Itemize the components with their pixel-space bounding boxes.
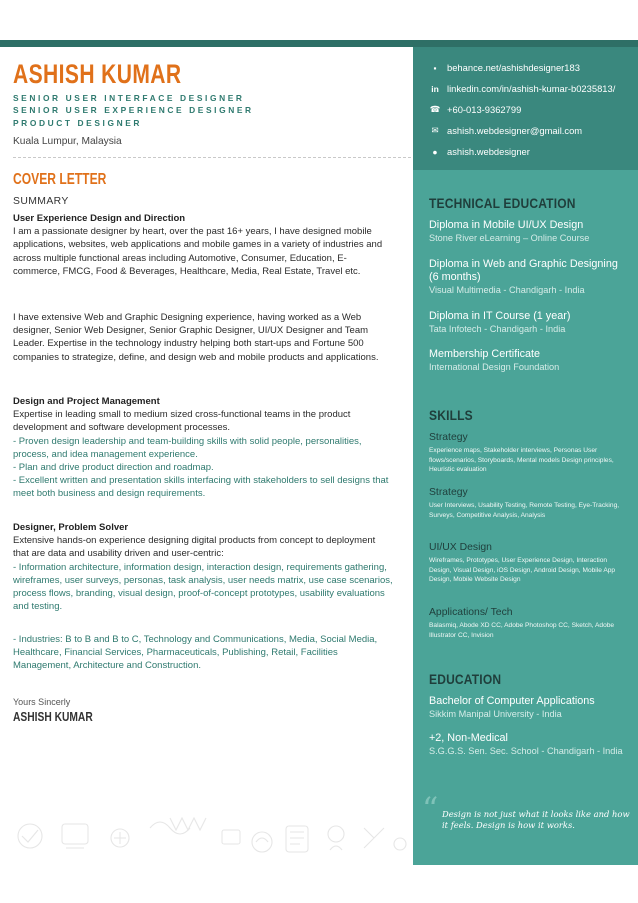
top-bar bbox=[0, 40, 638, 47]
skills-section bbox=[429, 407, 629, 423]
quote-icon: “ bbox=[422, 790, 439, 828]
bullet-item: - Excellent written and presentation skills interfacing with stakeholders to sell designs that meet both business and design requirements. bbox=[13, 475, 389, 500]
education-item bbox=[429, 732, 629, 757]
technical-education-section bbox=[429, 195, 629, 211]
bullet-item: - Information architecture, information design, interaction design, requirements gathering, wireframes, user surveys, personas, task analysis, user needs matrix, use case scenarios, process flows, branding, visual design, proof-of-concept prototypes, usability evaluations and testing. bbox=[13, 561, 393, 613]
paragraph-problem-solver bbox=[13, 521, 393, 613]
contact-text: behance.net/ashishdesigner183 bbox=[447, 62, 580, 73]
tech-edu-title: Diploma in Web and Graphic Designing (6 months) bbox=[429, 258, 618, 283]
skill-desc: Balasmiq, Abode XD CC, Adobe Photoshop CC, Sketch, Adobe Illustrator CC, Invision bbox=[429, 622, 615, 639]
bullet-item: - Plan and drive product direction and roadmap. bbox=[13, 462, 214, 474]
skill-title: Strategy bbox=[429, 487, 468, 498]
tech-edu-title: Membership Certificate bbox=[429, 348, 541, 360]
candidate-name: ASHISH KUMAR bbox=[13, 59, 182, 89]
section-heading: SKILLS bbox=[429, 407, 473, 423]
paragraph-experience bbox=[13, 311, 393, 364]
location: Kuala Lumpur, Malaysia bbox=[13, 136, 122, 147]
skill-item bbox=[429, 486, 629, 520]
section-heading: TECHNICAL EDUCATION bbox=[429, 195, 576, 211]
tech-edu-sub: Stone River eLearning – Online Course bbox=[429, 233, 590, 243]
role-line-1: SENIOR USER INTERFACE DESIGNER bbox=[13, 93, 245, 103]
paragraph-industries bbox=[13, 633, 393, 673]
doodle-illustration bbox=[0, 808, 413, 865]
tech-edu-title: Diploma in Mobile UI/UX Design bbox=[429, 219, 584, 231]
linkedin-icon: in bbox=[431, 83, 439, 94]
divider bbox=[13, 157, 411, 158]
skill-desc: Experience maps, Stakeholder interviews, Personas User flows/scenarios, Storyboards, Mental models Design principles, Heuristic evaluation bbox=[429, 447, 614, 474]
contact-email[interactable] bbox=[429, 120, 638, 141]
paragraph-body: I am a passionate designer by heart, over the past 16+ years, I have designed mobile applications, websites, web applications and mobile games in a variety of industries and across multiple functional areas including Automotive, Consumer, Education, E-commerce, FMCG, Food & Beverages, Healthcare, Media, Real Estate, Travel etc. bbox=[13, 226, 383, 277]
contact-text: +60-013-9362799 bbox=[447, 104, 522, 115]
sidebar bbox=[413, 47, 638, 865]
skill-item bbox=[429, 431, 629, 475]
skill-title: Strategy bbox=[429, 432, 468, 443]
paragraph-ux-direction bbox=[13, 212, 393, 278]
quote-text: Design is not just what it looks like and how it feels. Design is how it works. bbox=[442, 809, 630, 830]
paragraph-project-management bbox=[13, 395, 393, 501]
skill-title: Applications/ Tech bbox=[429, 607, 513, 618]
education-section bbox=[429, 671, 629, 687]
signoff: Yours Sincerly bbox=[13, 697, 71, 707]
phone-icon: ☎ bbox=[429, 104, 441, 114]
skype-icon: ● bbox=[432, 146, 438, 157]
tech-edu-title: Diploma in IT Course (1 year) bbox=[429, 310, 571, 322]
summary-label: SUMMARY bbox=[13, 196, 69, 207]
skill-desc: User Interviews, Usability Testing, Remote Testing, Eye-Tracking, Surveys, Competitive Analysis, Analysis bbox=[429, 502, 620, 519]
paragraph-body: Extensive hands-on experience designing digital products from concept to deployment that are data and usability driven and user-centric: bbox=[13, 535, 376, 560]
education-sub: S.G.G.S. Sen. Sec. School - Chandigarh - India bbox=[429, 746, 623, 756]
paragraph-body: I have extensive Web and Graphic Designing experience, having worked as a Web designer, Senior Web Designer, Senior Graphic Designer, UI/UX Designer and Team Leader. Expertise in the technology industry helping both start-ups and Fortune 500 companies to strategize, define, and design web and mobile products and applications. bbox=[13, 312, 379, 363]
contact-linkedin[interactable] bbox=[429, 78, 638, 99]
paragraph-title: User Experience Design and Direction bbox=[13, 213, 186, 224]
education-title: Bachelor of Computer Applications bbox=[429, 695, 595, 707]
tech-edu-sub: Tata Infotech - Chandigarh - India bbox=[429, 324, 566, 334]
tech-edu-sub: Visual Multimedia - Chandigarh - India bbox=[429, 285, 585, 295]
contact-behance[interactable] bbox=[429, 57, 638, 78]
mail-icon: ✉ bbox=[431, 125, 439, 135]
bullet-item: - Proven design leadership and team-building skills with solid people, personalities, process, and idea management experience. bbox=[13, 435, 362, 460]
skill-item bbox=[429, 541, 629, 585]
tech-edu-item bbox=[429, 348, 629, 373]
cover-letter-heading: COVER LETTER bbox=[13, 171, 107, 188]
skill-desc: Wireframes, Prototypes, User Experience Design, Interaction Design, Visual Design, iOS Design, Android Design, Mobile App Design, Mobile Website Design bbox=[429, 557, 616, 584]
skill-title: UI/UX Design bbox=[429, 542, 492, 553]
tech-edu-sub: International Design Foundation bbox=[429, 362, 560, 372]
briefcase-icon: ▪ bbox=[433, 62, 437, 73]
bullet-item: - Industries: B to B and B to C, Technology and Communications, Media, Social Media, Healthcare, Financial Services, Pharmaceuticals, Publishing, Retail, Facilities Management, Architecture and Construction. bbox=[13, 634, 378, 672]
paragraph-title: Designer, Problem Solver bbox=[13, 522, 129, 533]
contact-box bbox=[413, 47, 638, 170]
paragraph-body: Expertise in leading small to medium sized cross-functional teams in the product development and software development processes. bbox=[13, 409, 351, 434]
signature-name: ASHISH KUMAR bbox=[13, 710, 93, 724]
education-sub: Sikkim Manipal University - India bbox=[429, 709, 562, 719]
tech-edu-item bbox=[429, 219, 629, 244]
tech-edu-item bbox=[429, 258, 629, 296]
education-item bbox=[429, 695, 629, 720]
contact-text: linkedin.com/in/ashish-kumar-b0235813/ bbox=[447, 83, 616, 94]
contact-skype[interactable] bbox=[429, 141, 638, 162]
section-heading: EDUCATION bbox=[429, 671, 502, 687]
contact-phone[interactable] bbox=[429, 99, 638, 120]
contact-text: ashish.webdesigner@gmail.com bbox=[447, 125, 583, 136]
role-line-3: PRODUCT DESIGNER bbox=[13, 118, 143, 128]
tech-edu-item bbox=[429, 310, 629, 335]
skill-item bbox=[429, 606, 629, 640]
paragraph-title: Design and Project Management bbox=[13, 396, 160, 407]
contact-text: ashish.webdesigner bbox=[447, 146, 530, 157]
role-line-2: SENIOR USER EXPERIENCE DESIGNER bbox=[13, 105, 254, 115]
education-title: +2, Non-Medical bbox=[429, 732, 508, 744]
